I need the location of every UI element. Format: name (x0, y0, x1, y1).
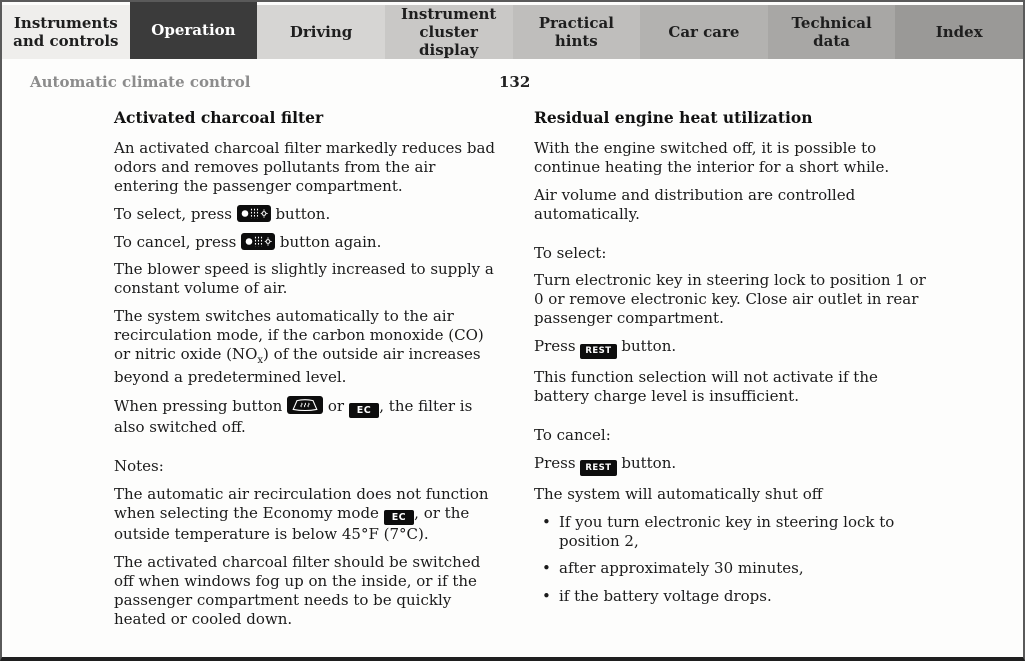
paragraph: To select, press button. (114, 204, 331, 223)
tab-label: Operation (151, 21, 236, 40)
tab-label: Instruments and controls (13, 13, 119, 50)
paragraph: The system will automatically shut off (534, 484, 823, 503)
paragraph: The blower speed is slightly increased to supply a constant volume of air. (114, 260, 494, 298)
defroster-button-icon (287, 396, 323, 414)
tab-label: Instrument cluster display (401, 4, 497, 60)
page-header (30, 73, 1023, 93)
subscript: x (257, 355, 264, 367)
list-item: • after approximately 30 minutes, (534, 559, 926, 578)
paragraph: Turn electronic key in steering lock to position 1 or 0 or remove electronic key. Close air outlet in rear passenger compartment. (534, 271, 926, 328)
paragraph: With the engine switched off, it is possible to continue heating the interior for a short while. (534, 139, 890, 176)
ec-button-badge: EC (349, 403, 379, 419)
select-label: To select: (534, 243, 607, 262)
paragraph: Press REST button. (534, 454, 926, 476)
paragraph: An activated charcoal filter markedly reduces bad odors and removes pollutants from the air entering the passenger compartment. (114, 139, 496, 195)
rest-button-badge: REST (580, 344, 616, 360)
tab-bar (2, 2, 1023, 59)
paragraph: When pressing button or EC , the filter is also switched off. (114, 396, 473, 436)
list-item: • if the battery voltage drops. (534, 587, 926, 606)
paragraph: To cancel, press button again. (114, 232, 382, 251)
tab-label: Driving (289, 22, 353, 41)
tab-label: Technical data (791, 13, 872, 50)
rest-button-badge: REST (580, 460, 616, 476)
list-item: • If you turn electronic key in steering lock to position 2, (534, 513, 926, 551)
paragraph: This function selection will not activate if the battery charge level is insufficient. (534, 368, 878, 406)
bullet-icon: • (542, 512, 551, 531)
paragraph: The automatic air recirculation does not function when selecting the Economy mode EC , or the outside temperature is below 45°F (7°C). (114, 484, 489, 544)
tab-technical-data[interactable] (768, 5, 896, 59)
article-activated-charcoal-filter (114, 108, 498, 638)
paragraph: The system switches automatically to the air recirculation mode, if the carbon monoxide (CO) or nitric oxide $(NO_x)$ of the outside air increases beyond a predetermined level. (114, 307, 484, 386)
content-columns (2, 108, 1023, 638)
tab-label: Index (935, 22, 983, 41)
article-residual-engine-heat (534, 108, 926, 638)
tab-car-care[interactable] (640, 5, 768, 59)
tab-label: Practical hints (538, 13, 614, 50)
bullet-icon: • (542, 587, 551, 606)
tab-driving[interactable] (257, 5, 385, 59)
bullet-icon: • (542, 559, 551, 578)
section-title: Automatic climate control (30, 73, 251, 91)
cancel-label: To cancel: (534, 425, 611, 444)
charcoal-filter-button-icon (237, 205, 271, 222)
tab-instrument-cluster-display[interactable] (385, 5, 513, 59)
charcoal-filter-button-icon (241, 233, 275, 250)
page-number: 132 (499, 73, 531, 91)
tab-label: Car care (668, 22, 740, 41)
shutoff-conditions-list (534, 513, 926, 607)
ec-button-badge: EC (384, 510, 414, 526)
tab-index[interactable] (895, 5, 1023, 59)
paragraph: Press REST button. (534, 337, 926, 359)
article-heading: Residual engine heat utilization (534, 108, 813, 127)
notes-label: Notes: (114, 456, 164, 475)
tab-instruments-and-controls[interactable] (2, 5, 130, 59)
paragraph: Air volume and distribution are controlled automatically. (534, 185, 856, 223)
tab-practical-hints[interactable] (513, 5, 641, 59)
tab-operation[interactable] (130, 2, 258, 59)
paragraph: The activated charcoal filter should be switched off when windows fog up on the inside, or if the passenger compartment needs to be quickly heated or cooled down. (114, 553, 481, 628)
article-heading: Activated charcoal filter (114, 108, 324, 127)
